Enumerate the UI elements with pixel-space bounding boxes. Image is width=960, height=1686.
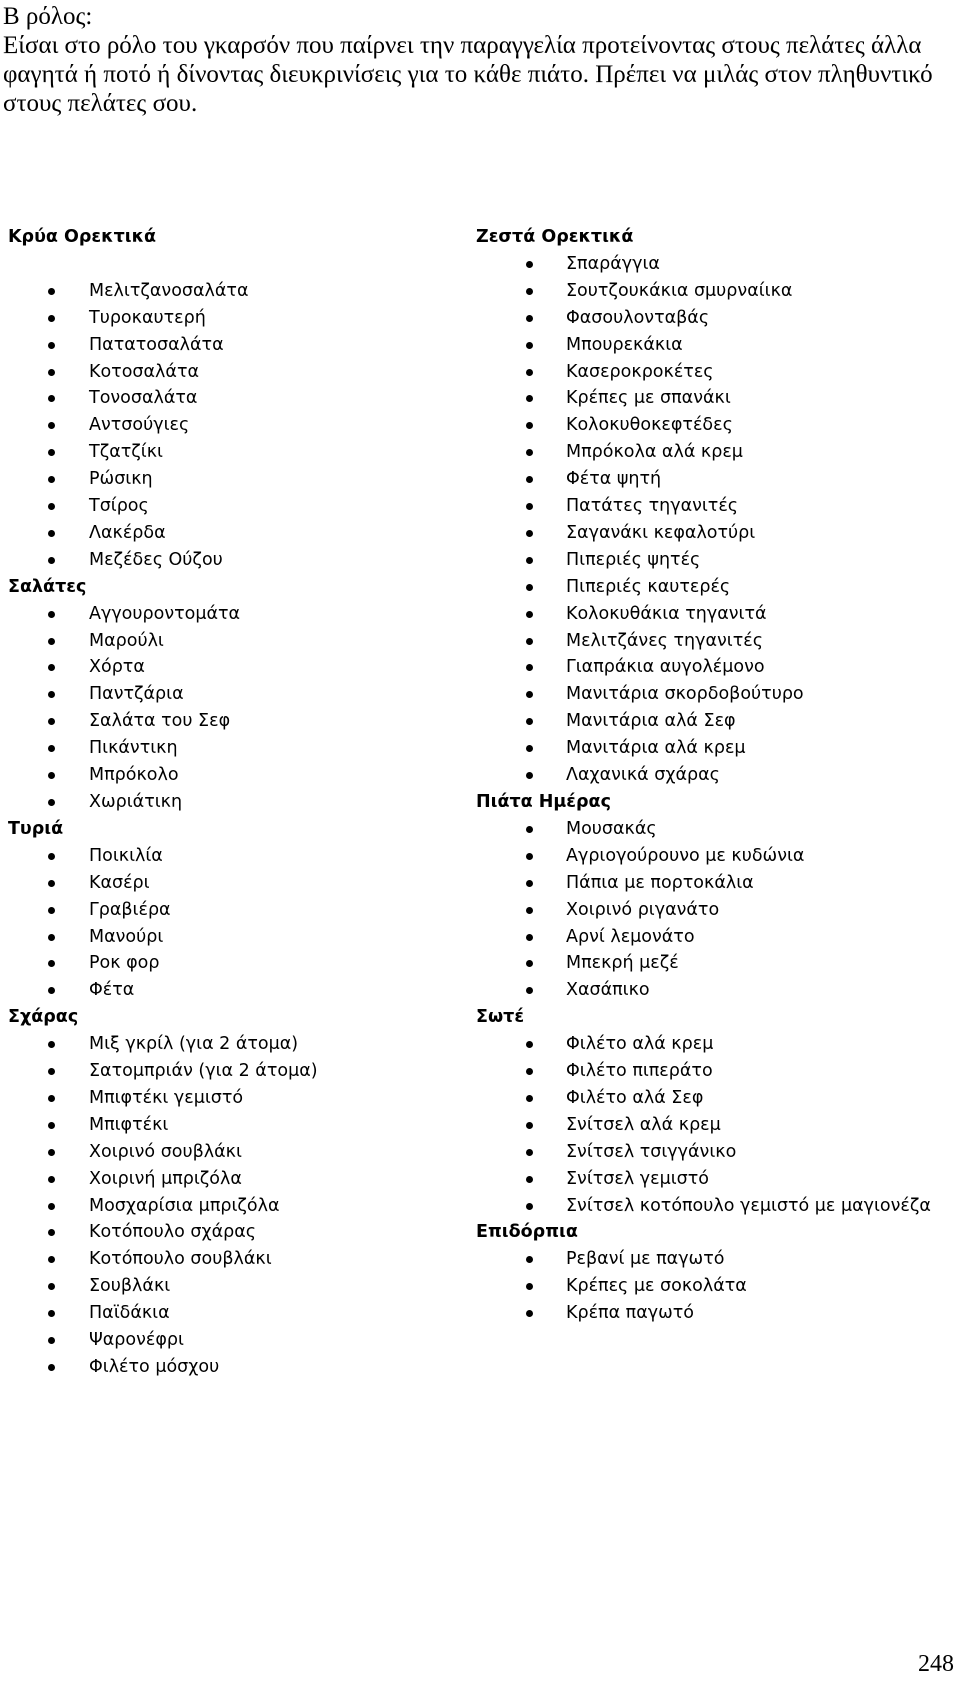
list-item bbox=[8, 520, 448, 547]
menu-item-label: Φιλέτο αλά Σεφ bbox=[566, 1087, 704, 1108]
menu-item-label: Μπιφτέκι γεμιστό bbox=[89, 1087, 244, 1108]
list-item bbox=[8, 762, 448, 789]
bullet-icon bbox=[526, 934, 533, 941]
bullet-icon bbox=[526, 1095, 533, 1102]
bullet-icon bbox=[48, 799, 55, 806]
list-item bbox=[8, 1273, 448, 1300]
menu-item-label: Παϊδάκια bbox=[89, 1303, 170, 1324]
list-grill bbox=[8, 1031, 448, 1381]
menu-item-label: Μπρόκολα αλά κρεμ bbox=[566, 442, 743, 463]
bullet-icon bbox=[526, 1203, 533, 1210]
menu-item-label: Αντσούγιες bbox=[89, 415, 190, 436]
menu-item-label: Τονοσαλάτα bbox=[89, 388, 198, 409]
bullet-icon bbox=[526, 1310, 533, 1317]
menu-item-label: Μαρούλι bbox=[89, 630, 164, 651]
list-item bbox=[476, 977, 960, 1004]
menu-item-label: Μελιτζάνες τηγανιτές bbox=[566, 630, 763, 651]
menu-item-label: Σπαράγγια bbox=[566, 253, 660, 274]
bullet-icon bbox=[526, 745, 533, 752]
menu-item-label: Σνίτσελ κοτόπουλο γεμιστό με μαγιονέζα bbox=[566, 1195, 931, 1216]
list-daily-dishes bbox=[476, 816, 960, 1004]
bullet-icon bbox=[526, 395, 533, 402]
menu-item-label: Χοιρινή μπριζόλα bbox=[89, 1168, 242, 1189]
menu-item-label: Μανούρι bbox=[89, 926, 164, 947]
bullet-icon bbox=[48, 1068, 55, 1075]
menu-item-label: Λακέρδα bbox=[89, 522, 166, 543]
bullet-icon bbox=[526, 880, 533, 887]
list-item bbox=[8, 843, 448, 870]
menu-item-label: Μπιφτέκι bbox=[89, 1114, 169, 1135]
bullet-icon bbox=[48, 718, 55, 725]
list-item bbox=[8, 924, 448, 951]
menu-item-label: Γραβιέρα bbox=[89, 899, 171, 920]
menu-item-label: Φιλέτο αλά κρεμ bbox=[566, 1034, 714, 1055]
bullet-icon bbox=[526, 503, 533, 510]
bullet-icon bbox=[48, 503, 55, 510]
menu-item-label: Σουτζουκάκια σμυρναίικα bbox=[566, 280, 793, 301]
list-item bbox=[8, 708, 448, 735]
bullet-icon bbox=[48, 960, 55, 967]
bullet-icon bbox=[48, 315, 55, 322]
menu-item-label: Πιπεριές καυτερές bbox=[566, 576, 731, 597]
menu-item-label: Χόρτα bbox=[89, 657, 145, 678]
bullet-icon bbox=[48, 880, 55, 887]
list-item bbox=[8, 1327, 448, 1354]
list-item bbox=[8, 1085, 448, 1112]
bullet-icon bbox=[48, 1229, 55, 1236]
menu-item-label: Κοτόπουλο σχάρας bbox=[89, 1222, 257, 1243]
list-item bbox=[476, 251, 960, 278]
bullet-icon bbox=[526, 369, 533, 376]
bullet-icon bbox=[48, 638, 55, 645]
list-item bbox=[476, 762, 960, 789]
menu-item-label: Πικάντικη bbox=[89, 738, 178, 759]
list-item bbox=[8, 601, 448, 628]
section-title-daily: Πιάτα Ημέρας bbox=[476, 792, 611, 813]
menu-item-label: Φασουλονταβάς bbox=[566, 307, 710, 328]
menu-item-label: Γιαπράκια αυγολέμονο bbox=[566, 657, 765, 678]
list-item bbox=[476, 1112, 960, 1139]
menu-item-label: Μανιτάρια αλά κρεμ bbox=[566, 738, 746, 759]
list-item bbox=[476, 305, 960, 332]
list-item bbox=[476, 359, 960, 386]
list-item bbox=[476, 1031, 960, 1058]
list-item bbox=[476, 332, 960, 359]
bullet-icon bbox=[48, 691, 55, 698]
bullet-icon bbox=[48, 1149, 55, 1156]
list-item bbox=[8, 628, 448, 655]
bullet-icon bbox=[48, 1256, 55, 1263]
list-item bbox=[476, 278, 960, 305]
menu-item-label: Φέτα ψητή bbox=[566, 469, 662, 490]
list-item bbox=[476, 654, 960, 681]
list-item bbox=[476, 439, 960, 466]
bullet-icon bbox=[526, 691, 533, 698]
bullet-icon bbox=[526, 1176, 533, 1183]
section-title-salads: Σαλάτες bbox=[8, 576, 87, 597]
list-item bbox=[476, 870, 960, 897]
list-item bbox=[8, 305, 448, 332]
section-title-grill: Σχάρας bbox=[8, 1007, 79, 1028]
list-item bbox=[476, 520, 960, 547]
menu-item-label: Μουσακάς bbox=[566, 818, 657, 839]
list-item bbox=[476, 412, 960, 439]
bullet-icon bbox=[48, 557, 55, 564]
list-item bbox=[476, 493, 960, 520]
menu-item-label: Ψαρονέφρι bbox=[89, 1330, 184, 1351]
bullet-icon bbox=[48, 449, 55, 456]
menu-item-label: Φιλέτο πιπεράτο bbox=[566, 1061, 713, 1082]
menu-item-label: Χοιρινό σουβλάκι bbox=[89, 1141, 242, 1162]
bullet-icon bbox=[526, 772, 533, 779]
menu-item-label: Τζατζίκι bbox=[89, 442, 163, 463]
menu-item-label: Χωριάτικη bbox=[89, 791, 183, 812]
menu-item-label: Ποικιλία bbox=[89, 845, 163, 866]
menu-item-label: Χασάπικο bbox=[566, 980, 650, 1001]
menu-item-label: Μιξ γκρίλ (για 2 άτομα) bbox=[89, 1034, 299, 1055]
bullet-icon bbox=[526, 987, 533, 994]
list-item bbox=[8, 1219, 448, 1246]
bullet-icon bbox=[48, 1364, 55, 1371]
list-item bbox=[8, 1246, 448, 1273]
list-cold-appetizers bbox=[8, 278, 448, 574]
menu-item-label: Σαλάτα του Σεφ bbox=[89, 711, 231, 732]
list-item bbox=[8, 977, 448, 1004]
list-item bbox=[476, 1193, 960, 1220]
list-hot-appetizers bbox=[476, 251, 960, 789]
bullet-icon bbox=[48, 1203, 55, 1210]
list-item bbox=[476, 681, 960, 708]
bullet-icon bbox=[48, 476, 55, 483]
bullet-icon bbox=[526, 664, 533, 671]
list-desserts bbox=[476, 1246, 960, 1327]
bullet-icon bbox=[526, 288, 533, 295]
menu-item-label: Μελιτζανοσαλάτα bbox=[89, 280, 249, 301]
list-item bbox=[8, 897, 448, 924]
bullet-icon bbox=[526, 718, 533, 725]
menu-item-label: Παντζάρια bbox=[89, 684, 184, 705]
menu-item-label: Τσίρος bbox=[89, 496, 149, 517]
menu-item-label: Μανιτάρια σκορδοβούτυρο bbox=[566, 684, 804, 705]
list-item bbox=[476, 385, 960, 412]
bullet-icon bbox=[526, 907, 533, 914]
list-item bbox=[476, 735, 960, 762]
bullet-icon bbox=[48, 987, 55, 994]
menu-item-label: Ροκ φορ bbox=[89, 953, 160, 974]
bullet-icon bbox=[48, 934, 55, 941]
list-item bbox=[476, 628, 960, 655]
list-cheese bbox=[8, 843, 448, 1004]
bullet-icon bbox=[48, 1095, 55, 1102]
section-title-dessert: Επιδόρπια bbox=[476, 1222, 578, 1243]
menu-item-label: Μπρόκολο bbox=[89, 765, 179, 786]
bullet-icon bbox=[526, 584, 533, 591]
menu-item-label: Σνίτσελ τσιγγάνικο bbox=[566, 1141, 737, 1162]
list-item bbox=[476, 574, 960, 601]
list-item bbox=[476, 1166, 960, 1193]
list-item bbox=[476, 816, 960, 843]
list-item bbox=[476, 466, 960, 493]
list-item bbox=[8, 1058, 448, 1085]
bullet-icon bbox=[48, 1310, 55, 1317]
menu-item-label: Σατομπριάν (για 2 άτομα) bbox=[89, 1061, 318, 1082]
menu-item-label: Ρεβανί με παγωτό bbox=[566, 1249, 725, 1270]
intro-text: Είσαι στο ρόλο του γκαρσόν που παίρνει την παραγγελία προτείνοντας στους πελάτες άλλα φαγητά ή ποτό ή δίνοντας διευκρινίσεις για το κάθε πιάτο. Πρέπει να μιλάς στον πληθυντικό στους πελάτες σου. bbox=[3, 32, 933, 117]
list-item bbox=[476, 1058, 960, 1085]
bullet-icon bbox=[526, 853, 533, 860]
menu-item-label: Μπεκρή μεζέ bbox=[566, 953, 679, 974]
bullet-icon bbox=[526, 1283, 533, 1290]
menu-item-label: Μπουρεκάκια bbox=[566, 334, 683, 355]
menu-item-label: Κρέπες με σπανάκι bbox=[566, 388, 731, 409]
list-item bbox=[8, 681, 448, 708]
menu-item-label: Τυροκαυτερή bbox=[89, 307, 206, 328]
list-saute bbox=[476, 1031, 960, 1219]
menu-item-label: Σνίτσελ γεμιστό bbox=[566, 1168, 709, 1189]
bullet-icon bbox=[48, 772, 55, 779]
bullet-icon bbox=[48, 745, 55, 752]
list-item bbox=[8, 1166, 448, 1193]
list-item bbox=[8, 789, 448, 816]
menu-item-label: Κασεροκροκέτες bbox=[566, 361, 714, 382]
menu-item-label: Αρνί λεμονάτο bbox=[566, 926, 695, 947]
section-title-cold: Κρύα Ορεκτικά bbox=[8, 227, 157, 247]
list-item bbox=[8, 359, 448, 386]
bullet-icon bbox=[48, 611, 55, 618]
list-item bbox=[8, 1193, 448, 1220]
menu-item-label: Κασέρι bbox=[89, 872, 150, 893]
menu-item-label: Πατατοσαλάτα bbox=[89, 334, 224, 355]
list-item bbox=[8, 950, 448, 977]
menu-item-label: Μεζέδες Ούζου bbox=[89, 549, 223, 570]
list-item bbox=[476, 708, 960, 735]
bullet-icon bbox=[526, 476, 533, 483]
bullet-icon bbox=[526, 611, 533, 618]
bullet-icon bbox=[526, 315, 533, 322]
bullet-icon bbox=[526, 826, 533, 833]
menu-item-label: Κοτόπουλο σουβλάκι bbox=[89, 1249, 272, 1270]
list-item bbox=[8, 385, 448, 412]
list-item bbox=[8, 1031, 448, 1058]
intro-heading: Β ρόλος: bbox=[3, 3, 93, 30]
list-item bbox=[8, 547, 448, 574]
menu-item-label: Φιλέτο μόσχου bbox=[89, 1356, 220, 1377]
list-item bbox=[8, 1112, 448, 1139]
list-item bbox=[476, 843, 960, 870]
bullet-icon bbox=[526, 638, 533, 645]
bullet-icon bbox=[526, 1256, 533, 1263]
bullet-icon bbox=[48, 395, 55, 402]
menu-item-label: Κολοκυθοκεφτέδες bbox=[566, 415, 733, 436]
menu-item-label: Σνίτσελ αλά κρεμ bbox=[566, 1114, 721, 1135]
bullet-icon bbox=[48, 288, 55, 295]
bullet-icon bbox=[526, 1041, 533, 1048]
menu-left-column bbox=[8, 224, 448, 1381]
list-item bbox=[8, 439, 448, 466]
list-item bbox=[476, 1085, 960, 1112]
bullet-icon bbox=[48, 1176, 55, 1183]
bullet-icon bbox=[48, 530, 55, 537]
bullet-icon bbox=[526, 261, 533, 268]
menu-item-label: Σαγανάκι κεφαλοτύρι bbox=[566, 522, 756, 543]
list-item bbox=[476, 897, 960, 924]
intro bbox=[3, 2, 958, 118]
list-item bbox=[8, 1354, 448, 1381]
menu-item-label: Κολοκυθάκια τηγανιτά bbox=[566, 603, 767, 624]
bullet-icon bbox=[48, 422, 55, 429]
bullet-icon bbox=[526, 422, 533, 429]
list-item bbox=[8, 493, 448, 520]
section-title-saute: Σωτέ bbox=[476, 1007, 525, 1028]
bullet-icon bbox=[48, 1122, 55, 1129]
list-item bbox=[8, 735, 448, 762]
bullet-icon bbox=[526, 557, 533, 564]
bullet-icon bbox=[526, 530, 533, 537]
bullet-icon bbox=[526, 342, 533, 349]
bullet-icon bbox=[526, 1068, 533, 1075]
menu-item-label: Μανιτάρια αλά Σεφ bbox=[566, 711, 736, 732]
bullet-icon bbox=[48, 853, 55, 860]
list-item bbox=[476, 1273, 960, 1300]
list-item bbox=[476, 1139, 960, 1166]
menu-item-label: Σουβλάκι bbox=[89, 1276, 171, 1297]
section-title-cheese: Τυριά bbox=[8, 818, 64, 839]
list-item bbox=[8, 466, 448, 493]
list-item bbox=[476, 950, 960, 977]
list-item bbox=[8, 870, 448, 897]
menu-item-label: Λαχανικά σχάρας bbox=[566, 765, 720, 786]
bullet-icon bbox=[48, 1337, 55, 1344]
list-item bbox=[476, 1246, 960, 1273]
bullet-icon bbox=[48, 1283, 55, 1290]
bullet-icon bbox=[48, 369, 55, 376]
list-salads bbox=[8, 601, 448, 816]
bullet-icon bbox=[526, 1149, 533, 1156]
menu-item-label: Κρέπες με σοκολάτα bbox=[566, 1276, 747, 1297]
bullet-icon bbox=[48, 342, 55, 349]
list-item bbox=[8, 278, 448, 305]
menu-item-label: Χοιρινό ριγανάτο bbox=[566, 899, 720, 920]
list-item bbox=[8, 1139, 448, 1166]
bullet-icon bbox=[526, 960, 533, 967]
list-item bbox=[8, 654, 448, 681]
menu-item-label: Ρώσικη bbox=[89, 469, 153, 490]
bullet-icon bbox=[48, 664, 55, 671]
menu-item-label: Αγγουροντομάτα bbox=[89, 603, 241, 624]
list-item bbox=[476, 547, 960, 574]
menu-item-label: Μοσχαρίσια μπριζόλα bbox=[89, 1195, 280, 1216]
bullet-icon bbox=[48, 1041, 55, 1048]
menu-item-label: Πατάτες τηγανιτές bbox=[566, 496, 739, 517]
bullet-icon bbox=[526, 1122, 533, 1129]
menu-item-label: Κρέπα παγωτό bbox=[566, 1303, 695, 1324]
menu-right-column bbox=[476, 224, 960, 1327]
page-number: 248 bbox=[918, 1651, 954, 1677]
list-item bbox=[8, 332, 448, 359]
bullet-icon bbox=[526, 449, 533, 456]
menu-item-label: Κοτοσαλάτα bbox=[89, 361, 200, 382]
list-item bbox=[476, 924, 960, 951]
list-item bbox=[8, 412, 448, 439]
list-item bbox=[476, 601, 960, 628]
list-item bbox=[476, 1300, 960, 1327]
menu-item-label: Πάπια με πορτοκάλια bbox=[566, 872, 754, 893]
bullet-icon bbox=[48, 907, 55, 914]
list-item bbox=[8, 1300, 448, 1327]
menu-item-label: Φέτα bbox=[89, 980, 135, 1001]
menu-item-label: Αγριογούρουνο με κυδώνια bbox=[566, 845, 805, 866]
menu-item-label: Πιπεριές ψητές bbox=[566, 549, 701, 570]
section-title-hot: Ζεστά Ορεκτικά bbox=[476, 227, 634, 247]
